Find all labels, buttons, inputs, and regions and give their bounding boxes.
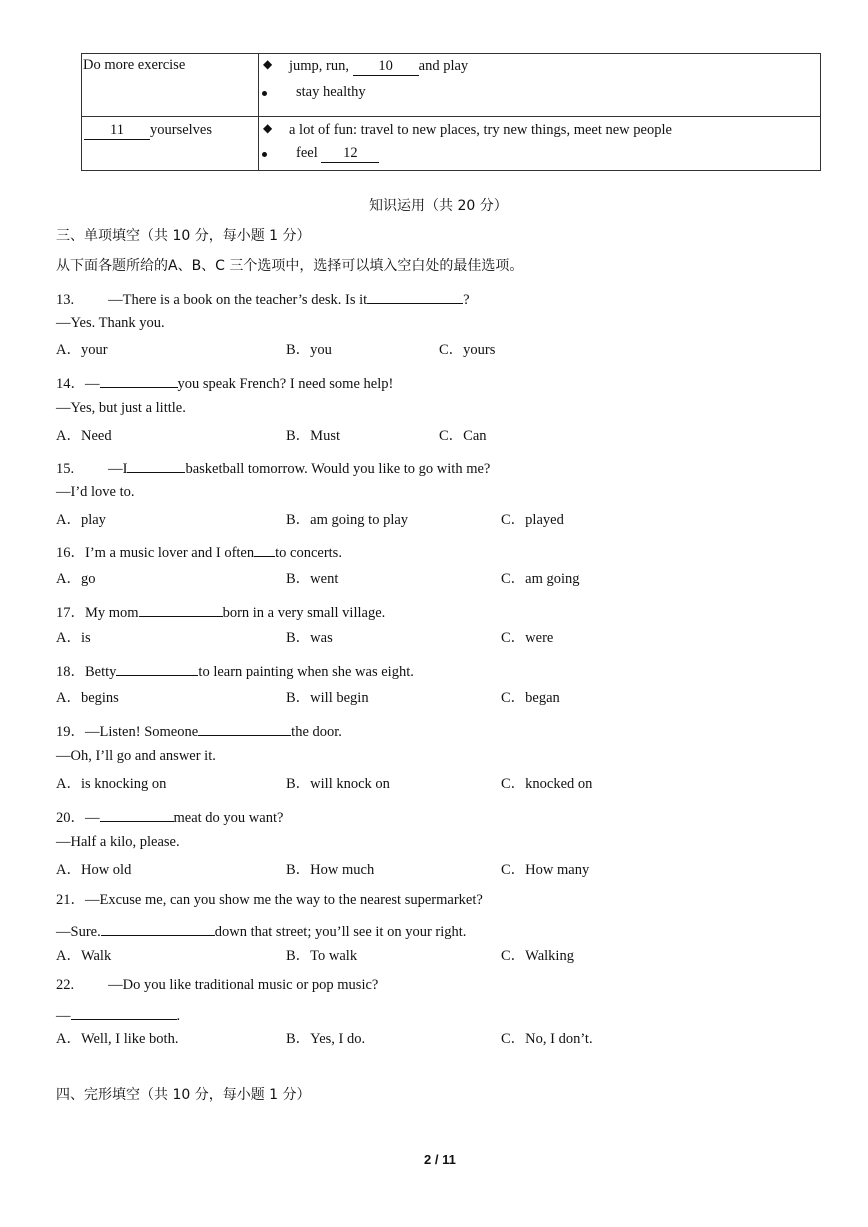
option-c[interactable]: C．began [501, 690, 560, 706]
question-13-reply: —Yes. Thank you. [56, 315, 165, 331]
question-21-reply: —Sure. down that street; you’ll see it on your right. [56, 921, 466, 940]
option-b[interactable]: B．will knock on [286, 776, 390, 792]
bullet-text: a lot of fun: travel to new places, try new things, meet new people [289, 122, 672, 138]
question-13: 13. —There is a book on the teacher’s desk. Is it ? [56, 289, 470, 308]
answer-blank [127, 458, 185, 473]
answer-blank [367, 289, 463, 304]
answer-blank [254, 542, 275, 557]
answer-blank [71, 1005, 177, 1020]
option-a[interactable]: A．Need [56, 428, 112, 444]
question-14: 14．— you speak French? I need some help! [56, 373, 393, 392]
option-b[interactable]: B．To walk [286, 948, 358, 964]
bullet-text: jump, run, 10 and play [289, 58, 469, 74]
dot-bullet-icon [262, 152, 267, 157]
option-b[interactable]: B．went [286, 571, 339, 587]
section-title: 知识运用（共 20 分） [369, 198, 508, 214]
option-b[interactable]: B．was [286, 630, 333, 646]
answer-blank: 12 [321, 146, 379, 163]
answer-blank [100, 373, 178, 388]
table-left-text: Do more exercise [83, 57, 186, 73]
option-a[interactable]: A．How old [56, 862, 132, 878]
option-c[interactable]: C．Can [439, 428, 487, 444]
question-20-reply: —Half a kilo, please. [56, 834, 180, 850]
table-cell-right [259, 117, 821, 171]
option-a[interactable]: A．begins [56, 690, 119, 706]
answer-blank [116, 661, 198, 676]
part3-instruction: 从下面各题所给的A、B、C 三个选项中，选择可以填入空白处的最佳选项。 [56, 258, 524, 274]
option-b[interactable]: B．you [286, 342, 332, 358]
question-22-reply: — . [56, 1005, 180, 1024]
part3-heading: 三、单项填空（共 10 分，每小题 1 分） [56, 228, 311, 244]
option-b[interactable]: B．Yes, I do. [286, 1031, 366, 1047]
option-c[interactable]: C．Walking [501, 948, 574, 964]
table-cell-left [82, 54, 259, 117]
option-b[interactable]: B．Must [286, 428, 340, 444]
option-c[interactable]: C．am going [501, 571, 580, 587]
option-c[interactable]: C．No, I don’t. [501, 1031, 593, 1047]
dot-bullet-icon [262, 91, 267, 96]
question-14-reply: —Yes, but just a little. [56, 400, 186, 416]
question-15-reply: —I’d love to. [56, 484, 135, 500]
option-a[interactable]: A．Well, I like both. [56, 1031, 179, 1047]
page-number: 2 / 11 [424, 1152, 456, 1167]
table-cell-right [259, 54, 821, 117]
diamond-bullet-icon: ◆ [263, 57, 273, 71]
summary-table [81, 53, 821, 171]
question-22: 22. —Do you like traditional music or pop music? [56, 977, 379, 993]
option-c[interactable]: C．knocked on [501, 776, 593, 792]
answer-blank: 11 [84, 123, 150, 140]
question-17: 17．My mom born in a very small village. [56, 602, 385, 621]
question-20: 20．— meat do you want? [56, 807, 283, 826]
diamond-bullet-icon: ◆ [263, 121, 273, 135]
question-16: 16．I’m a music lover and I often to concerts. [56, 542, 342, 561]
option-a[interactable]: A．play [56, 512, 106, 528]
option-a[interactable]: A．is knocking on [56, 776, 167, 792]
bullet-text: stay healthy [296, 84, 366, 100]
question-18: 18．Betty to learn painting when she was eight. [56, 661, 414, 680]
answer-blank: 10 [353, 59, 419, 76]
option-a[interactable]: A．go [56, 571, 96, 587]
option-c[interactable]: C．played [501, 512, 564, 528]
bullet-text: feel 12 [296, 146, 379, 163]
question-19: 19．—Listen! Someone the door. [56, 721, 342, 740]
option-c[interactable]: C．yours [439, 342, 496, 358]
question-15: 15. —I basketball tomorrow. Would you like to go with me? [56, 458, 490, 477]
answer-blank [139, 602, 223, 617]
option-c[interactable]: C．How many [501, 862, 590, 878]
option-b[interactable]: B．will begin [286, 690, 369, 706]
part4-heading: 四、完形填空（共 10 分，每小题 1 分） [56, 1087, 311, 1103]
table-left-text: 11 yourselves [84, 123, 212, 140]
option-b[interactable]: B．How much [286, 862, 375, 878]
answer-blank [101, 921, 215, 936]
option-b[interactable]: B．am going to play [286, 512, 409, 528]
option-a[interactable]: A．Walk [56, 948, 112, 964]
question-21: 21．—Excuse me, can you show me the way to the nearest supermarket? [56, 892, 483, 908]
option-a[interactable]: A．your [56, 342, 108, 358]
answer-blank [100, 807, 174, 822]
question-19-reply: —Oh, I’ll go and answer it. [56, 748, 216, 764]
table-cell-left [82, 117, 259, 171]
option-a[interactable]: A．is [56, 630, 91, 646]
option-c[interactable]: C．were [501, 630, 554, 646]
answer-blank [198, 721, 291, 736]
